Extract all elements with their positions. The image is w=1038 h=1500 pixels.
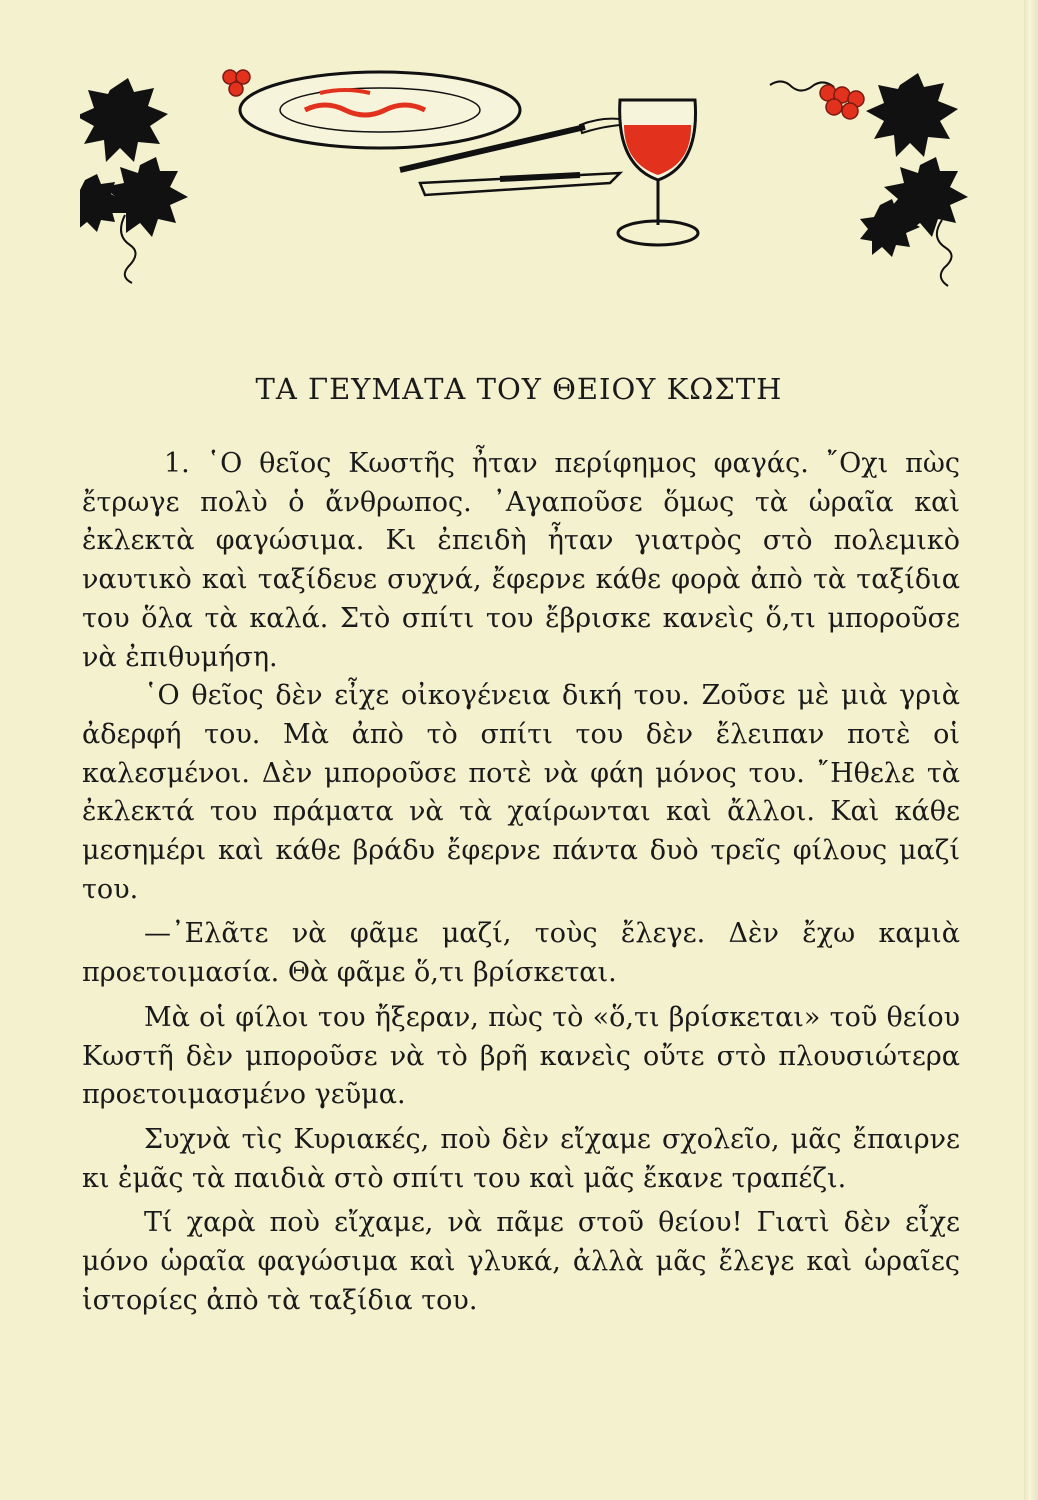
- vine-tendril-icon: [937, 220, 952, 286]
- chapter-title: ΤΑ ΓΕΥΜΑΤΑ ΤΟΥ ΘΕΙΟΥ ΚΩΣΤΗ: [255, 372, 783, 406]
- paragraph: 1. ῾Ο θεῖος Κωστῆς ἦταν περίφημος φαγάς. ῎Οχι πὼς ἔτρωγε πολὺ ὁ ἄνθρωπος. ᾿Αγαποῦσε ὅμως τὰ ὡραῖα καὶ ἐκλεκτὰ φαγώσιμα. Κι ἐπειδὴ ἦταν γιατρὸς στὸ πολεμικὸ ναυτικὸ καὶ ταξίδευε συχνά, ἔφερνε κάθε φορὰ ἀπὸ τὰ ταξίδια του ὅλα τὰ καλά. Στὸ σπίτι του ἔβρισκε κανεὶς ὅ,τι μποροῦσε νὰ ἐπιθυμήση.: [82, 448, 960, 673]
- grape-leaf-icon: [860, 73, 968, 257]
- grapes-icon: [223, 70, 250, 96]
- chapter-body: [82, 445, 960, 1320]
- paragraph: —᾿Ελᾶτε νὰ φᾶμε μαζί, τοὺς ἔλεγε. Δὲν ἔχω καμιὰ προετοιμασία. Θὰ φᾶμε ὅ,τι βρίσκεται.: [82, 918, 960, 989]
- paragraph: Μὰ οἱ φίλοι του ἤξεραν, πὼς τὸ «ὅ,τι βρίσκεται» τοῦ θείου Κωστῆ δὲν μποροῦσε νὰ τὸ βρῆ κανεὶς οὔτε στὸ πλουσιώτερα προετοιμασμένο γεῦμα.: [82, 1001, 960, 1111]
- paragraph: Συχνὰ τὶς Κυριακές, ποὺ δὲν εἴχαμε σχολεῖο, μᾶς ἔπαιρνε κι ἐμᾶς τὰ παιδιὰ στὸ σπίτι του καὶ μᾶς ἔκανε τραπέζι.: [82, 1123, 960, 1194]
- knife-icon: [420, 173, 620, 195]
- soup-plate-icon: [240, 72, 520, 148]
- grape-leaf-icon: [80, 78, 188, 237]
- paragraph: ῾Ο θεῖος δὲν εἶχε οἰκογένεια δική του. Ζοῦσε μὲ μιὰ γριὰ ἀδερφή του. Μὰ ἀπὸ τὸ σπίτι του δὲν ἔλειπαν ποτὲ οἱ καλεσμένοι. Δὲν μποροῦσε ποτὲ νὰ φάη μόνος του. ῎Ηθελε τὰ ἐκλεκτά του πράματα νὰ τὰ χαίρωνται καὶ ἄλλοι. Καὶ κάθε μεσημέρι καὶ κάθε βράδυ ἔφερνε πάντα δυὸ τρεῖς φίλους μαζί του.: [82, 680, 960, 905]
- paragraph: Τί χαρὰ ποὺ εἴχαμε, νὰ πᾶμε στοῦ θείου! Γιατὶ δὲν εἶχε μόνο ὡραῖα φαγώσιμα καὶ γλυκά, ἀλλὰ μᾶς ἔλεγε καὶ ὡραῖες ἱστορίες ἀπὸ τὰ ταξίδια του.: [82, 1207, 960, 1316]
- grapes-icon: [820, 85, 864, 119]
- meal-illustration: [80, 55, 980, 325]
- page-edge: [1024, 0, 1038, 1500]
- wine-glass-icon: [618, 100, 698, 245]
